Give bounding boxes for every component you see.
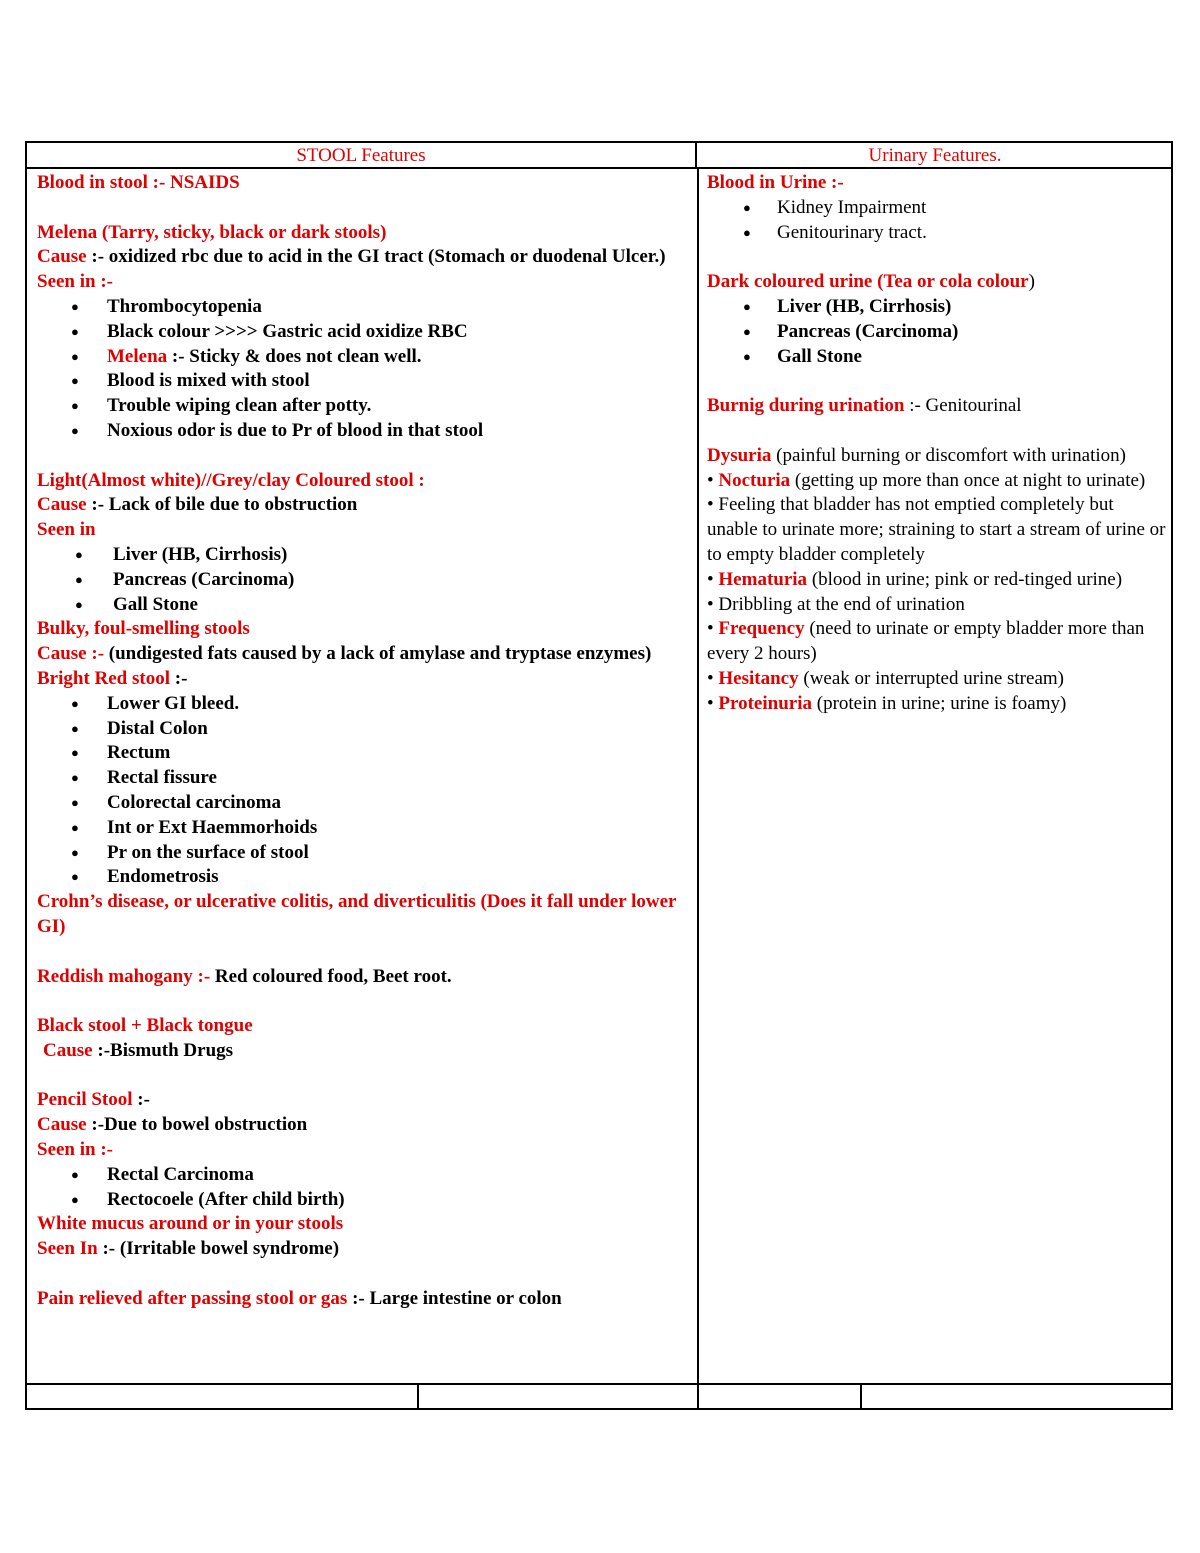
black-stool-title: Black stool + Black tongue xyxy=(37,1015,253,1037)
list-item: ● Pr on the surface of stool xyxy=(37,841,692,866)
stool-header: STOOL Features xyxy=(27,143,697,169)
frequency-line: • Frequency (need to urinate or empty bladder more than every 2 hours) xyxy=(707,618,1145,665)
list-item: ● Distal Colon xyxy=(37,717,692,742)
list-item: ● Thrombocytopenia xyxy=(37,295,692,320)
list-item: ● Pancreas (Carcinoma) xyxy=(707,320,1167,345)
stool-column xyxy=(37,171,692,1312)
list-item: ● Lower GI bleed. xyxy=(37,692,692,717)
burning-line: Burnig during urination :- Genitourinal xyxy=(707,395,1022,417)
light-stool-title: Light(Almost white)//Grey/clay Coloured stool : xyxy=(37,469,425,491)
list-item: ● Int or Ext Haemmorhoids xyxy=(37,816,692,841)
pain-relief-line: Pain relieved after passing stool or gas :- Large intestine or colon xyxy=(37,1287,562,1309)
seen-in-label: Seen in :- xyxy=(37,271,113,293)
black-stool-cause: Cause :-Bismuth Drugs xyxy=(43,1039,234,1061)
urinary-header: Urinary Features. xyxy=(697,143,1173,169)
column-divider xyxy=(697,169,699,1384)
pencil-cause: Cause :-Due to bowel obstruction xyxy=(37,1114,308,1136)
mahogany-line: Reddish mahogany :- Red coloured food, Beet root. xyxy=(37,965,452,987)
footer-cell-divider xyxy=(697,1383,699,1410)
crohn-note: Crohn’s disease, or ulcerative colitis, and diverticulitis (Does it fall under lower GI) xyxy=(37,891,677,937)
list-item: ● Endometrosis xyxy=(37,865,692,890)
list-item: ● Kidney Impairment xyxy=(707,196,1167,221)
list-item: ● Liver (HB, Cirrhosis) xyxy=(37,543,692,568)
list-item: ● Pancreas (Carcinoma) xyxy=(37,568,692,593)
list-item: ● Black colour >>>> Gastric acid oxidize RBC xyxy=(37,320,692,345)
list-item: ● Noxious odor is due to Pr of blood in that stool xyxy=(37,419,692,444)
pencil-list xyxy=(37,1163,692,1213)
list-item: ● Rectum xyxy=(37,741,692,766)
mucus-seen: Seen In :- (Irritable bowel syndrome) xyxy=(37,1238,340,1260)
blood-urine-list xyxy=(707,196,1167,246)
footer-row-divider xyxy=(27,1383,1171,1385)
list-item: ● Gall Stone xyxy=(707,345,1167,370)
feeling-line: • Feeling that bladder has not emptied completely but unable to urinate more; straining to start a stream of urine or to empty bladder completely xyxy=(707,494,1166,565)
list-item: ● Rectal fissure xyxy=(37,766,692,791)
dark-urine-list xyxy=(707,295,1167,369)
dribbling-line: • Dribbling at the end of urination xyxy=(707,593,965,615)
dysuria-line: Dysuria (painful burning or discomfort with urination) xyxy=(707,444,1127,466)
list-item: ● Colorectal carcinoma xyxy=(37,791,692,816)
urinary-column xyxy=(707,171,1167,717)
bulky-title: Bulky, foul-smelling stools xyxy=(37,618,250,640)
blood-in-urine: Blood in Urine :- xyxy=(707,172,844,193)
hesitancy-line: • Hesitancy (weak or interrupted urine stream) xyxy=(707,667,1064,689)
nocturia-line: • Nocturia (getting up more than once at night to urinate) xyxy=(707,469,1146,491)
list-item: ● Genitourinary tract. xyxy=(707,221,1167,246)
list-item: ● Melena :- Sticky & does not clean well. xyxy=(37,345,692,370)
seen-in-label: Seen in xyxy=(37,519,96,541)
blood-in-stool: Blood in stool :- NSAIDS xyxy=(37,172,240,193)
bulky-cause: Cause :- (undigested fats caused by a lack of amylase and tryptase enzymes) xyxy=(37,643,652,665)
footer-cell-divider xyxy=(860,1383,862,1410)
list-item: ● Blood is mixed with stool xyxy=(37,369,692,394)
bright-red-title: Bright Red stool :- xyxy=(37,667,188,689)
proteinuria-line: • Proteinuria (protein in urine; urine is foamy) xyxy=(707,692,1067,714)
mucus-title: White mucus around or in your stools xyxy=(37,1213,344,1235)
melena-cause: Cause :- oxidized rbc due to acid in the GI tract (Stomach or duodenal Ulcer.) xyxy=(37,246,666,268)
bright-red-list xyxy=(37,692,692,890)
pencil-stool-title: Pencil Stool :- xyxy=(37,1089,150,1111)
seen-in-label: Seen in :- xyxy=(37,1139,113,1161)
melena-title: Melena (Tarry, sticky, black or dark stools) xyxy=(37,221,387,243)
hematuria-line: • Hematuria (blood in urine; pink or red-tinged urine) xyxy=(707,568,1123,590)
footer-cell-divider xyxy=(417,1383,419,1410)
list-item: ● Rectocoele (After child birth) xyxy=(37,1188,692,1213)
light-list xyxy=(37,543,692,617)
list-item: ● Gall Stone xyxy=(37,593,692,618)
dark-urine-title: Dark coloured urine (Tea or cola colour) xyxy=(707,271,1035,293)
list-item: ● Liver (HB, Cirrhosis) xyxy=(707,295,1167,320)
light-cause: Cause :- Lack of bile due to obstruction xyxy=(37,494,358,516)
melena-list xyxy=(37,295,692,444)
list-item: ● Rectal Carcinoma xyxy=(37,1163,692,1188)
features-table xyxy=(25,141,1173,1410)
list-item: ● Trouble wiping clean after potty. xyxy=(37,394,692,419)
